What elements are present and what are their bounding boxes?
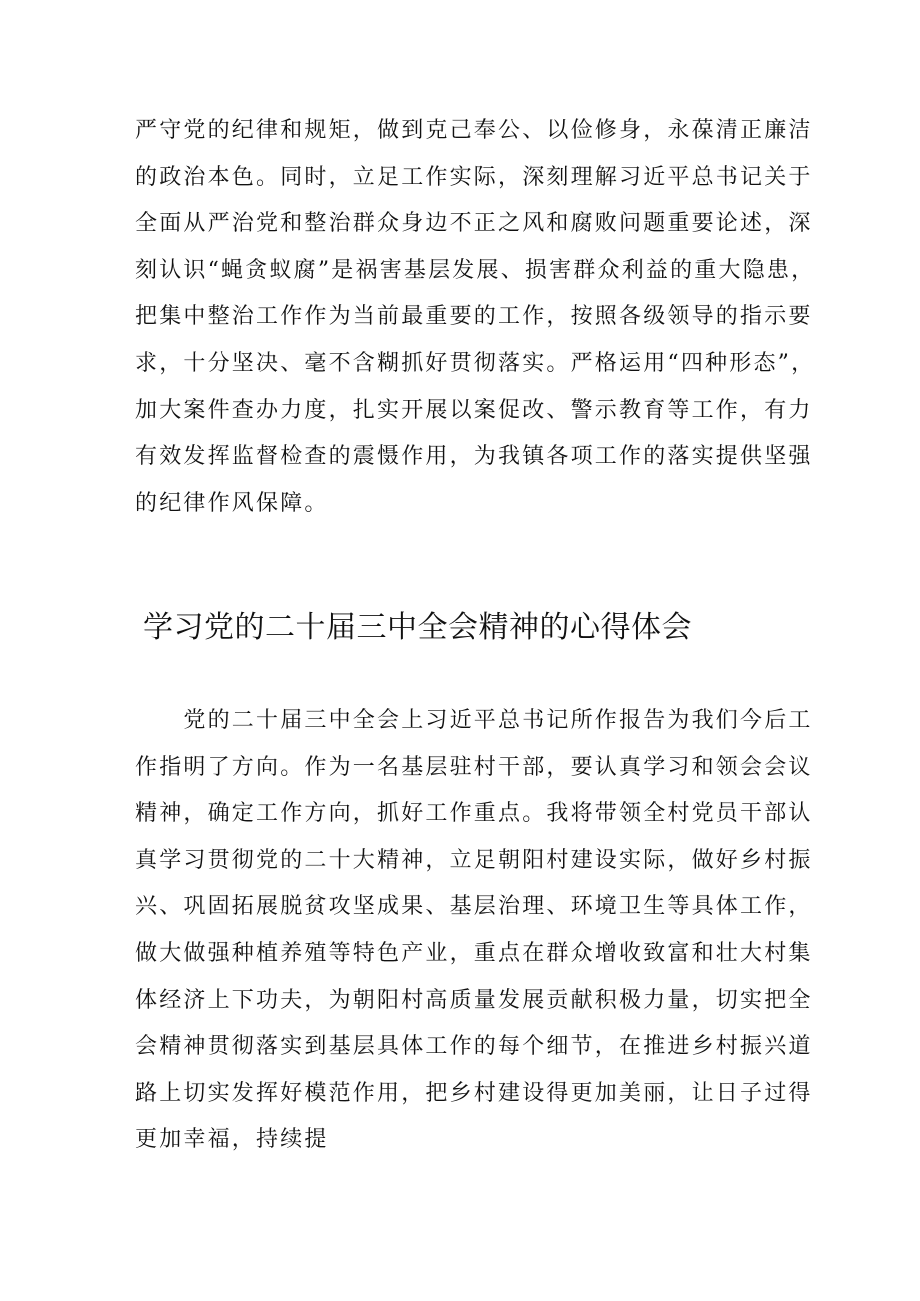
text-line: 会精神贯彻落实到基层具体工作的每个细节，在推进乡村振兴道 [135, 1034, 813, 1060]
text-line: 路上切实发挥好模范作用，把乡村建设得更加美丽，让日子过得 [135, 1080, 813, 1106]
text-line: 真学习贯彻党的二十大精神，立足朝阳村建设实际，做好乡村振 [135, 847, 813, 873]
text-line: 把集中整治工作作为当前最重要的工作，按照各级领导的指示要 [135, 304, 813, 330]
text-line: 全面从严治党和整治群众身边不正之风和腐败问题重要论述，深 [135, 211, 813, 237]
text-line: 兴、巩固拓展脱贫攻坚成果、基层治理、环境卫生等具体工作， [135, 894, 813, 920]
paragraph-discipline [135, 108, 815, 527]
section-heading: 学习党的二十届三中全会精神的心得体会 [143, 610, 692, 645]
text-line: 的政治本色。同时，立足工作实际，深刻理解习近平总书记关于 [135, 164, 813, 190]
text-line: 作指明了方向。作为一名基层驻村干部，要认真学习和领会会议 [135, 754, 813, 780]
text-line: 的纪律作风保障。 [135, 490, 329, 516]
paragraph-reflection [135, 698, 815, 1164]
text-line: 刻认识“蝇贪蚁腐”是祸害基层发展、损害群众利益的重大隐患， [135, 257, 816, 283]
text-line: 做大做强种植养殖等特色产业，重点在群众增收致富和壮大村集 [135, 940, 813, 966]
text-line: 精神，确定工作方向，抓好工作重点。我将带领全村党员干部认 [135, 801, 813, 827]
text-line: 加大案件查办力度，扎实开展以案促改、警示教育等工作，有力 [135, 397, 813, 423]
text-line: 体经济上下功夫，为朝阳村高质量发展贡献积极力量，切实把全 [135, 987, 813, 1013]
text-line: 党的二十届三中全会上习近平总书记所作报告为我们今后工 [135, 708, 813, 733]
text-line: 严守党的纪律和规矩，做到克己奉公、以俭修身，永葆清正廉洁 [135, 118, 813, 143]
text-line: 更加幸福，持续提 [135, 1127, 329, 1153]
text-line: 有效发挥监督检查的震慑作用，为我镇各项工作的落实提供坚强 [135, 444, 813, 470]
text-line: 求，十分坚决、毫不含糊抓好贯彻落实。严格运用“四种形态”， [135, 350, 816, 376]
